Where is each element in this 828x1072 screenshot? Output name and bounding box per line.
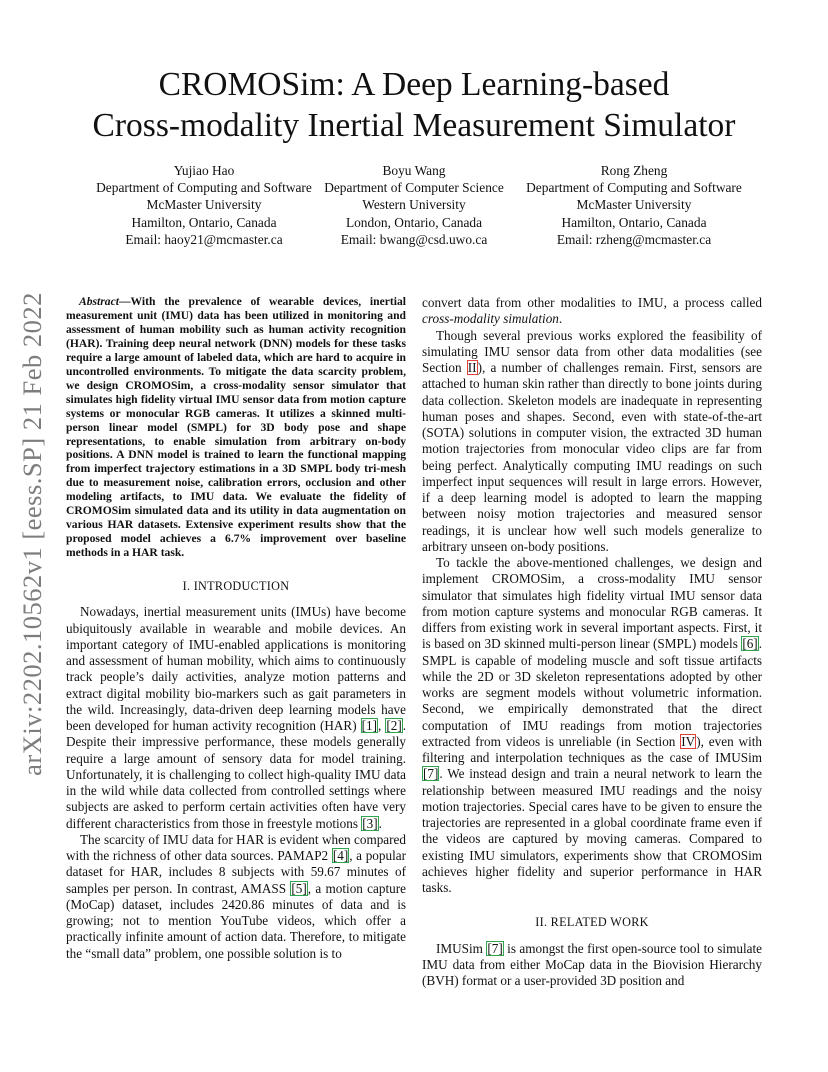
author-institution: Western University	[362, 197, 466, 213]
author-department: Department of Computing and Software	[526, 180, 742, 196]
section-heading-related-work: II. RELATED WORK	[535, 915, 649, 930]
author-name: Boyu Wang	[382, 163, 446, 178]
author-location: London, Ontario, Canada	[345, 214, 483, 230]
author-block-2	[316, 162, 512, 248]
abstract	[66, 295, 406, 560]
left-column	[66, 295, 406, 962]
author-name: Yujiao Hao	[173, 163, 235, 178]
author-email: Email: haoy21@mcmaster.ca	[125, 231, 283, 247]
author-email: Email: bwang@csd.uwo.ca	[340, 231, 488, 247]
intro-paragraph-1: Nowadays, inertial measurement units (IMUs) have become ubiquitously available in wearable and mobile devices. An important category of IMU-enabled applications is monitoring and assessment of human mobility, which aims to continuously track people’s daily activities, analyze motion patterns and extract digital mobility bio-markers such as gait parameters in the wild. Increasingly, data-driven deep learning models have been developed for human activity recognition (HAR) [1], [2]. Despite their impressive performance, these models generally require a large amount of sensory data for model training. Unfortunately, it is challenging to collect high-quality IMU data in the wild while data collected from controlled settings where subjects are asked to perform certain activities often have very different characteristics from those in freestyle motions [3].	[66, 604, 407, 831]
author-department: Department of Computer Science	[324, 180, 504, 196]
citation-link[interactable]: [5]	[291, 880, 307, 896]
citation-link[interactable]: [7]	[487, 940, 503, 956]
author-email: Email: rzheng@mcmaster.ca	[556, 231, 712, 247]
author-institution: McMaster University	[576, 197, 692, 213]
right-paragraph-2: Though several previous works explored the feasibility of simulating IMU sensor data from other data modalities (see Section II), a number of challenges remain. First, sensors are attached to human skin rather than directly to bone joints during data collection. Skeleton models are inadequate in representing human poses and shapes. Second, even with state-of-the-art (SOTA) solutions in computer vision, the extracted 3D human motion trajectories from monocular video clips are far from being perfect. Analytically computing IMU readings on such imperfect input sequences will result in large errors. However, if a deep learning model is adopted to learn the mapping between noisy motion trajectories and measured sensor readings, it is unclear how well such models generalize to arbitrary unseen on-body positions.	[422, 327, 762, 554]
arxiv-stamp: arXiv:2202.10562v1 [eess.SP] 21 Feb 2022	[17, 292, 47, 776]
author-location: Hamilton, Ontario, Canada	[131, 214, 277, 230]
right-paragraph-1: convert data from other modalities to IMU, a process called cross-modality simulation.	[422, 295, 762, 327]
section-heading-introduction: I. INTRODUCTION	[182, 579, 290, 594]
author-block-3	[512, 162, 756, 248]
author-institution: McMaster University	[146, 197, 262, 213]
related-paragraph-1: IMUSim [7] is amongst the first open-source tool to simulate IMU data from either MoCap data in the Biovision Hierarchy (BVH) format or a user-provided 3D position and	[422, 940, 762, 988]
citation-link[interactable]: [7]	[423, 766, 439, 782]
abstract-lead: Abstract	[79, 295, 119, 308]
right-paragraph-3: To tackle the above-mentioned challenges, we design and implement CROMOSim, a cross-modality IMU sensor simulator that simulates high fidelity virtual IMU sensor data from motion capture systems and monocular RGB cameras. It differs from existing work in several important aspects. First, it is based on 3D skinned multi-person linear (SMPL) models [6]. SMPL is capable of modeling muscle and soft tissue artifacts while the 2D or 3D skeleton representations adopted by other works are segment models without volumetric information. Second, we empirically demonstrated that the direct computation of IMU readings from motion trajectories extracted from videos is unreliable (in Section IV), even with filtering and interpolation techniques as the case of IMUSim [7]. We instead design and train a neural network to learn the relationship between measured IMU readings and the noisy motion trajectories. Special cares have to be given to ensure the trajectories are represented in a global coordinate frame even if the videos are captured by moving cameras. Compared to existing IMU simulators, experiments show that CROMOSim achieves higher fidelity and superior performance in HAR tasks.	[422, 555, 762, 895]
author-location: Hamilton, Ontario, Canada	[561, 214, 707, 230]
author-name: Rong Zheng	[600, 163, 668, 178]
title-line-1: CROMOSim: A Deep Learning-based	[158, 66, 670, 103]
right-column	[422, 295, 762, 989]
citation-link[interactable]: [1]	[361, 718, 378, 734]
paper-title	[60, 64, 768, 146]
abstract-text: —With the prevalence of wearable devices, inertial measurement unit (IMU) data has been utilized in monitoring and assessment of human mobility such as human activity recognition (HAR). Training deep neural network (DNN) models for these tasks require a large amount of labeled data, which are hard to acquire in uncontrolled environments. To mitigate the data scarcity problem, we design CROMOSim, a cross-modality sensor simulator that simulates high fidelity virtual IMU sensor data from motion capture systems or monocular RGB cameras. It utilizes a skinned multi-person linear model (SMPL) for 3D body pose and shape representations, to enable simulation from arbitrary on-body positions. A DNN model is trained to learn the functional mapping from imperfect trajectory estimations in a 3D SMPL body tri-mesh due to measurement noise, calibration errors, occlusion and other modeling artifacts, to IMU data. We evaluate the fidelity of CROMOSim simulated data and its utility in data augmentation on various HAR datasets. Extensive experiment results show that the proposed model achieves a 6.7% improvement over baseline methods in a HAR task.	[66, 295, 406, 560]
intro-paragraph-2: The scarcity of IMU data for HAR is evident when compared with the richness of other data sources. PAMAP2 [4], a popular dataset for HAR, includes 8 subjects with 59.67 minutes of samples per person. In contrast, AMASS [5], a motion capture (MoCap) dataset, includes 2420.86 minutes of data and is growing; not to mention YouTube videos, which offer a practically infinite amount of action data. Therefore, to mitigate the “small data” problem, one possible solution is to	[66, 831, 406, 961]
citation-link[interactable]: [4]	[332, 848, 349, 864]
section-ref-link[interactable]: II	[467, 360, 477, 375]
citation-link[interactable]: [3]	[362, 815, 378, 831]
section-ref-link[interactable]: IV	[681, 733, 696, 749]
author-department: Department of Computing and Software	[96, 180, 312, 196]
title-line-2: Cross-modality Inertial Measurement Simulator	[92, 107, 736, 144]
citation-link[interactable]: [2]	[386, 718, 402, 734]
author-block-1	[76, 162, 332, 248]
citation-link[interactable]: [6]	[742, 636, 758, 652]
